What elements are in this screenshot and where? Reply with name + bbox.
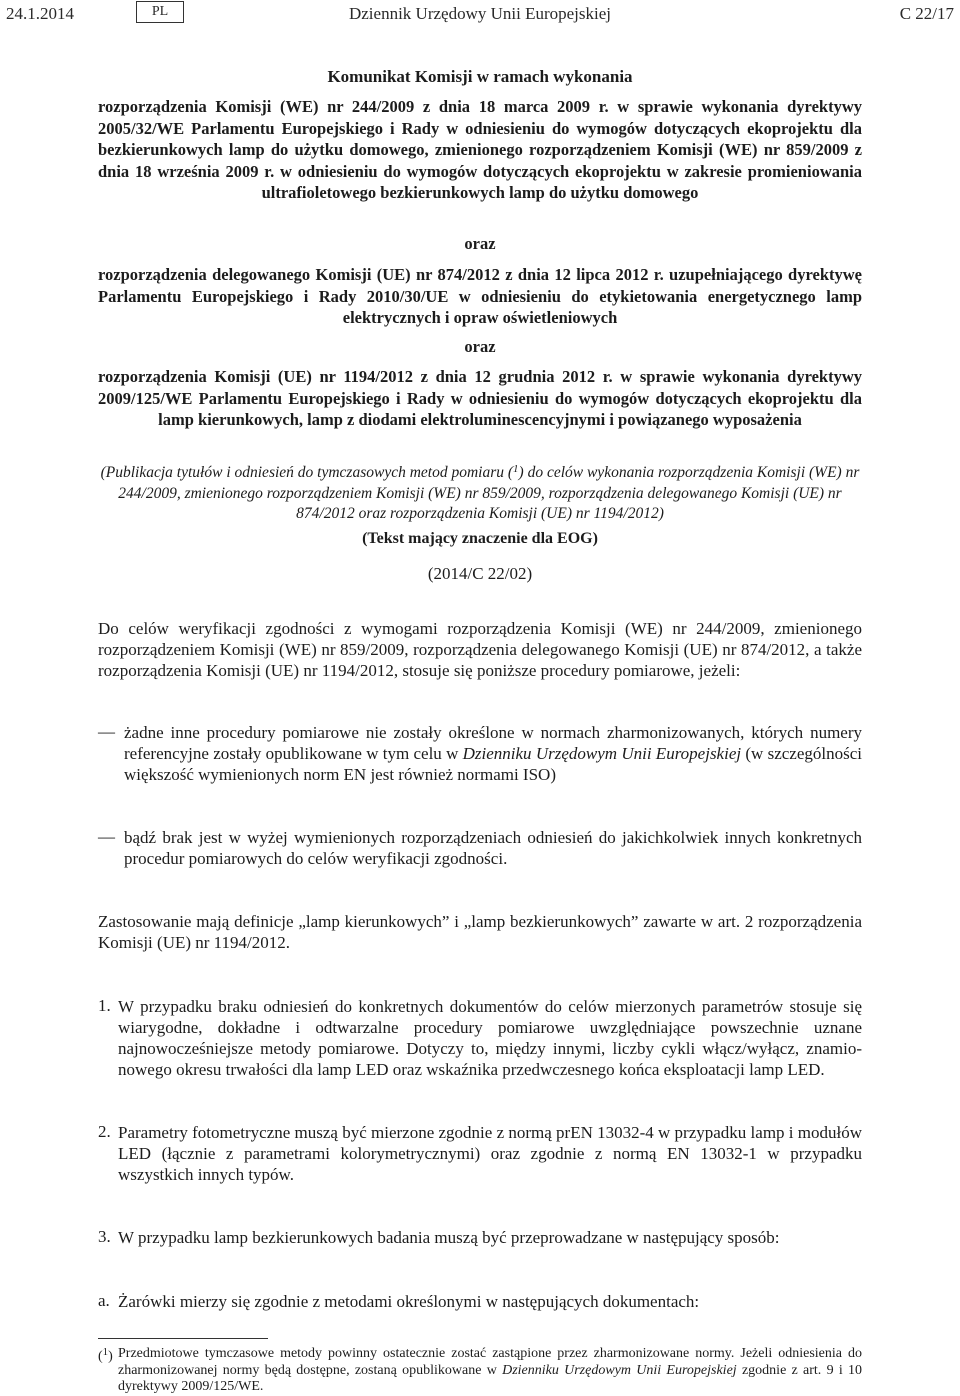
publication-date: 24.1.2014 [6, 4, 74, 23]
footnote-divider [98, 1338, 268, 1339]
page-header [0, 0, 960, 34]
item-text: W przypadku lamp bezkierunkowych badania muszą być przeprowadzane w następujący sposób: [118, 1228, 780, 1247]
item-number: 1. [98, 996, 111, 1015]
footnote-text: Przedmiotowe tymczasowe metody powinny ostatecznie zostać zastąpione przez zharmonizowane normy. Jeżeli odniesienia do zharmonizowanej normy będą dostępne, zostaną opublikowane w Dzienniku Urzędowym Unii Europejskiej zgodnie z art. 9 i 10 dyrektywy 2009/125/WE. [118, 1346, 863, 1394]
intro-paragraph: Do celów weryfikacji zgodności z wymogami rozporządzenia Komisji (WE) nr 244/2009, zmienionego rozporządzeniem Komisji (WE) nr 859/2009, rozporządzenia delegowanego Komisji (UE) nr 874/2012, a także rozporządzenia Komisji (UE) nr 1194/2012, stosuje się poniższe procedury pomiarowe, jeżeli: [98, 619, 862, 680]
regulation-874-2012: rozporządzenia delegowanego Komisji (UE) nr 874/2012 z dnia 12 lipca 2012 r. uzupełniającego dyrektywę Parlamentu Europejskiego i Rady 2010/30/UE w odniesieniu do etykietowania energetycznego lamp elektrycznych i opraw oświetleniowych [98, 265, 862, 328]
eea-relevance: (Tekst mający znaczenie dla EOG) [362, 530, 598, 547]
journal-title: Dziennik Urzędowy Unii Europejskiej [348, 4, 611, 23]
conjunction-oraz-1: oraz [464, 234, 496, 253]
regulation-244-2009: rozporządzenia Komisji (WE) nr 244/2009 z dnia 18 marca 2009 r. w sprawie wykonania dyrektywy 2005/32/WE Parlamentu Europejskiego i Rady w odniesieniu do wymogów dotyczących ekoprojektu dla bezkierunkowych lamp do użytku domowego, zmienionego rozporządzeniem Komisji (WE) nr 859/2009 z dnia 18 września 2009 r. w odniesieniu do wymogów dotyczących ekoprojektu w zakresie promieniowania ultrafioletowego bezkierunkowych lamp do użytku domowego [98, 97, 862, 203]
language-badge: PL [136, 1, 184, 23]
conjunction-oraz-2: oraz [464, 337, 496, 356]
item-letter: a. [98, 1291, 110, 1310]
footnote-marker: ($^1$) [98, 1346, 113, 1364]
item-text: Parametry fotometryczne muszą być mierzone zgodnie z normą prEN 13032-4 w przypadku lamp i modułów LED (łącznie z parametrami kolorymetrycznymi) oraz zgodnie z normą EN 13032-1 w przypadku wszystkich innych typów. [118, 1123, 862, 1184]
page-reference: C 22/17 [899, 4, 954, 23]
dash-marker: — [98, 827, 115, 846]
document-title: Komunikat Komisji w ramach wykonania [327, 67, 633, 86]
dash-marker: — [98, 722, 115, 741]
definitions-paragraph: Zastosowanie mają definicje „lamp kierunkowych” i „lamp bezkierunkowych” zawarte w art. 2 rozporządzenia Komisji (UE) nr 1194/2012. [98, 912, 862, 952]
item-text: W przypadku braku odniesień do konkretnych dokumentów do celów mierzonych parametrów stosuje się wiarygodne, dokładne i odtwarzalne procedury pomiarowe uwzględniające powszechnie uznane najnowocześniejsze metody pomiarowe. Dotyczy to, między innymi, liczby cykli włącz/wyłącz, znamionowego okresu trwałości dla lamp LED oraz wskaźnika przedwczesnego końca eksploatacji lamp LED. [118, 997, 862, 1079]
footnote-reference[interactable]: 1 [513, 463, 519, 475]
item-number: 3. [98, 1227, 111, 1246]
item-text: Żarówki mierzy się zgodnie z metodami określonymi w następujących dokumentach: [118, 1292, 700, 1311]
list-item-text: żadne inne procedury pomiarowe nie zostały określone w normach zharmonizowanych, których numery referencyjne zostały opublikowane w tym celu w Dzienniku Urzędowym Unii Europejskiej (w szczególności większość wymienionych norm EN jest również normami ISO) [124, 723, 862, 784]
regulation-1194-2012: rozporządzenia Komisji (UE) nr 1194/2012 z dnia 12 grudnia 2012 r. w sprawie wykonania dyrektywy 2009/125/WE Parlamentu Europejskiego i Rady w odniesieniu do wymogów dotyczących ekoprojektu dla lamp kierunkowych, lamp z diodami elektroluminescencyjnymi i powiązanego wyposażenia [98, 367, 862, 430]
list-item-text: bądź brak jest w wyżej wymienionych rozporządzeniach odniesień do jakichkolwiek innych konkretnych procedur pomiarowych do celów weryfikacji zgodności. [124, 828, 862, 868]
item-number: 2. [98, 1122, 111, 1141]
publication-note: (Publikacja tytułów i odniesień do tymczasowych metod pomiaru ($^1$) do celów wykonania rozporządzenia Komisji (WE) nr 244/2009, zmienionego rozporządzeniem Komisji (WE) nr 859/2009, rozporządzenia delegowanego Komisji (UE) nr 874/2012 oraz rozporządzenia Komisji (UE) nr 1194/2012) [100, 463, 860, 522]
document-reference: (2014/C 22/02) [427, 564, 533, 583]
